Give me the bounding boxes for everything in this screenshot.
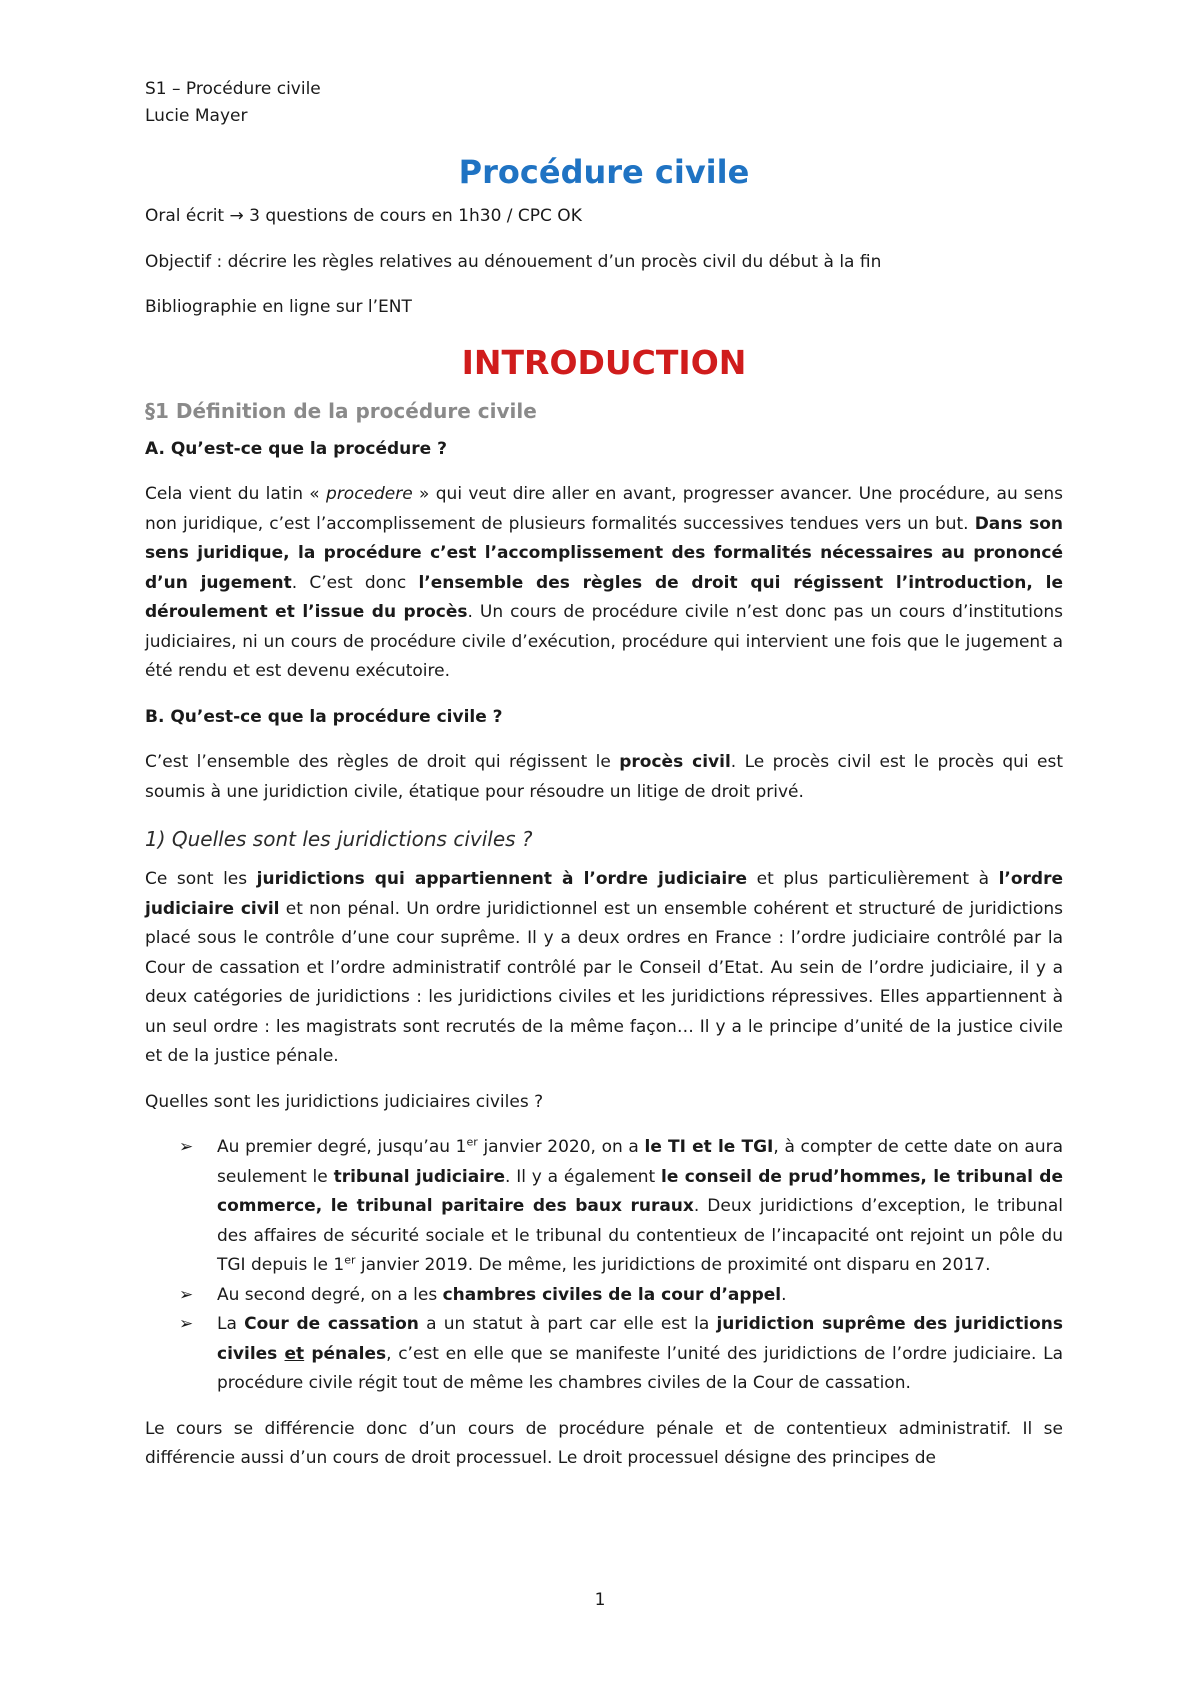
list-item: ➢ La Cour de cassation a un statut à part car elle est la juridiction suprême des juridictions civiles et pénales, c’est en elle que se manifeste l’unité des juridictions de l’ordre judiciaire. La procédure civile régit tout de même les chambres civiles de la Cour de cassation. <box>217 1310 1063 1399</box>
list-item: ➢ Au second degré, on a les chambres civiles de la cour d’appel. <box>217 1281 1063 1311</box>
objective-line: Objectif : décrire les règles relatives au dénouement d’un procès civil du début à la fin <box>145 251 882 272</box>
question-line: Quelles sont les juridictions judiciaires civiles ? <box>145 1091 544 1112</box>
oral-suffix: 3 questions de cours en 1h30 / CPC OK <box>243 206 582 226</box>
page-number: 1 <box>594 1590 606 1610</box>
subheading-a: A. Qu’est-ce que la procédure ? <box>145 438 447 459</box>
arrow-icon: → <box>229 206 244 226</box>
arrow-bullet-icon: ➢ <box>179 1314 194 1334</box>
paragraph-b: C’est l’ensemble des règles de droit qui régissent le procès civil. Le procès civil est le procès qui est soumis à une juridiction civile, étatique pour résoudre un litige de droit privé. <box>145 752 1064 802</box>
introduction-heading: INTRODUCTION <box>461 342 747 382</box>
arrow-bullet-icon: ➢ <box>179 1137 194 1157</box>
document-body <box>145 148 1063 1490</box>
header-course-line: S1 – Procédure civile <box>145 79 321 99</box>
paragraph-a: Cela vient du latin « procedere » qui veut dire aller en avant, progresser avancer. Une procédure, au sens non juridique, c’est l’accomplissement de plusieurs formalités successives tendues vers un but. Dans son sens juridique, la procédure c’est l’accomplissement des formalités nécessaires au prononcé d’un jugement. C’est donc l’ensemble des règles de droit qui régissent l’introduction, le déroulement et l’issue du procès. Un cours de procédure civile n’est donc pas un cours d’institutions judiciaires, ni un cours de procédure civile d’exécution, procédure qui intervient une fois que le jugement a été rendu et est devenu exécutoire. <box>145 484 1064 681</box>
page-header <box>145 76 321 130</box>
oral-prefix: Oral écrit <box>145 206 225 226</box>
subheading-b: B. Qu’est-ce que la procédure civile ? <box>145 706 503 727</box>
paragraph-q1: Ce sont les juridictions qui appartiennent à l’ordre judiciaire et plus particulièrement à l’ordre judiciaire civil et non pénal. Un ordre juridictionnel est un ensemble cohérent et structuré de juridictions placé sous le contrôle d’une cour suprême. Il y a deux ordres en France : l’ordre judiciaire contrôlé par la Cour de cassation et l’ordre administratif contrôlé par le Conseil d’Etat. Au sein de l’ordre judiciaire, il y a deux catégories de juridictions : les juridictions civiles et les juridictions répressives. Elles appartiennent à un seul ordre : les magistrats sont recrutés de la même façon… Il y a le principe d’unité de la justice civile et de la justice pénale. <box>145 869 1063 1066</box>
oral-info-line <box>145 202 1063 232</box>
section-heading: §1 Définition de la procédure civile <box>145 398 537 423</box>
question-heading-1: 1) Quelles sont les juridictions civiles ? <box>145 827 533 851</box>
paragraph-last: Le cours se différencie donc d’un cours de procédure pénale et de contentieux administratif. Il se différencie aussi d’un cours de droit processuel. Le droit processuel désigne des principes de <box>145 1418 1063 1468</box>
document-title: Procédure civile <box>458 153 750 191</box>
bibliography-line: Bibliographie en ligne sur l’ENT <box>145 297 412 317</box>
list-item: ➢ Au premier degré, jusqu’au 1er janvier 2020, on a le TI et le TGI, à compter de cette date on aura seulement le tribunal judiciaire. Il y a également le conseil de prud’hommes, le tribunal de commerce, le tribunal paritaire des baux ruraux. Deux juridictions d’exception, le tribunal des affaires de sécurité sociale et le tribunal du contentieux de l’incapacité ont rejoint un pôle du TGI depuis le 1er janvier 2019. De même, les juridictions de proximité ont disparu en 2017. <box>217 1133 1063 1281</box>
bullet-list <box>145 1133 1063 1399</box>
header-author: Lucie Mayer <box>145 106 248 126</box>
arrow-bullet-icon: ➢ <box>179 1284 194 1305</box>
